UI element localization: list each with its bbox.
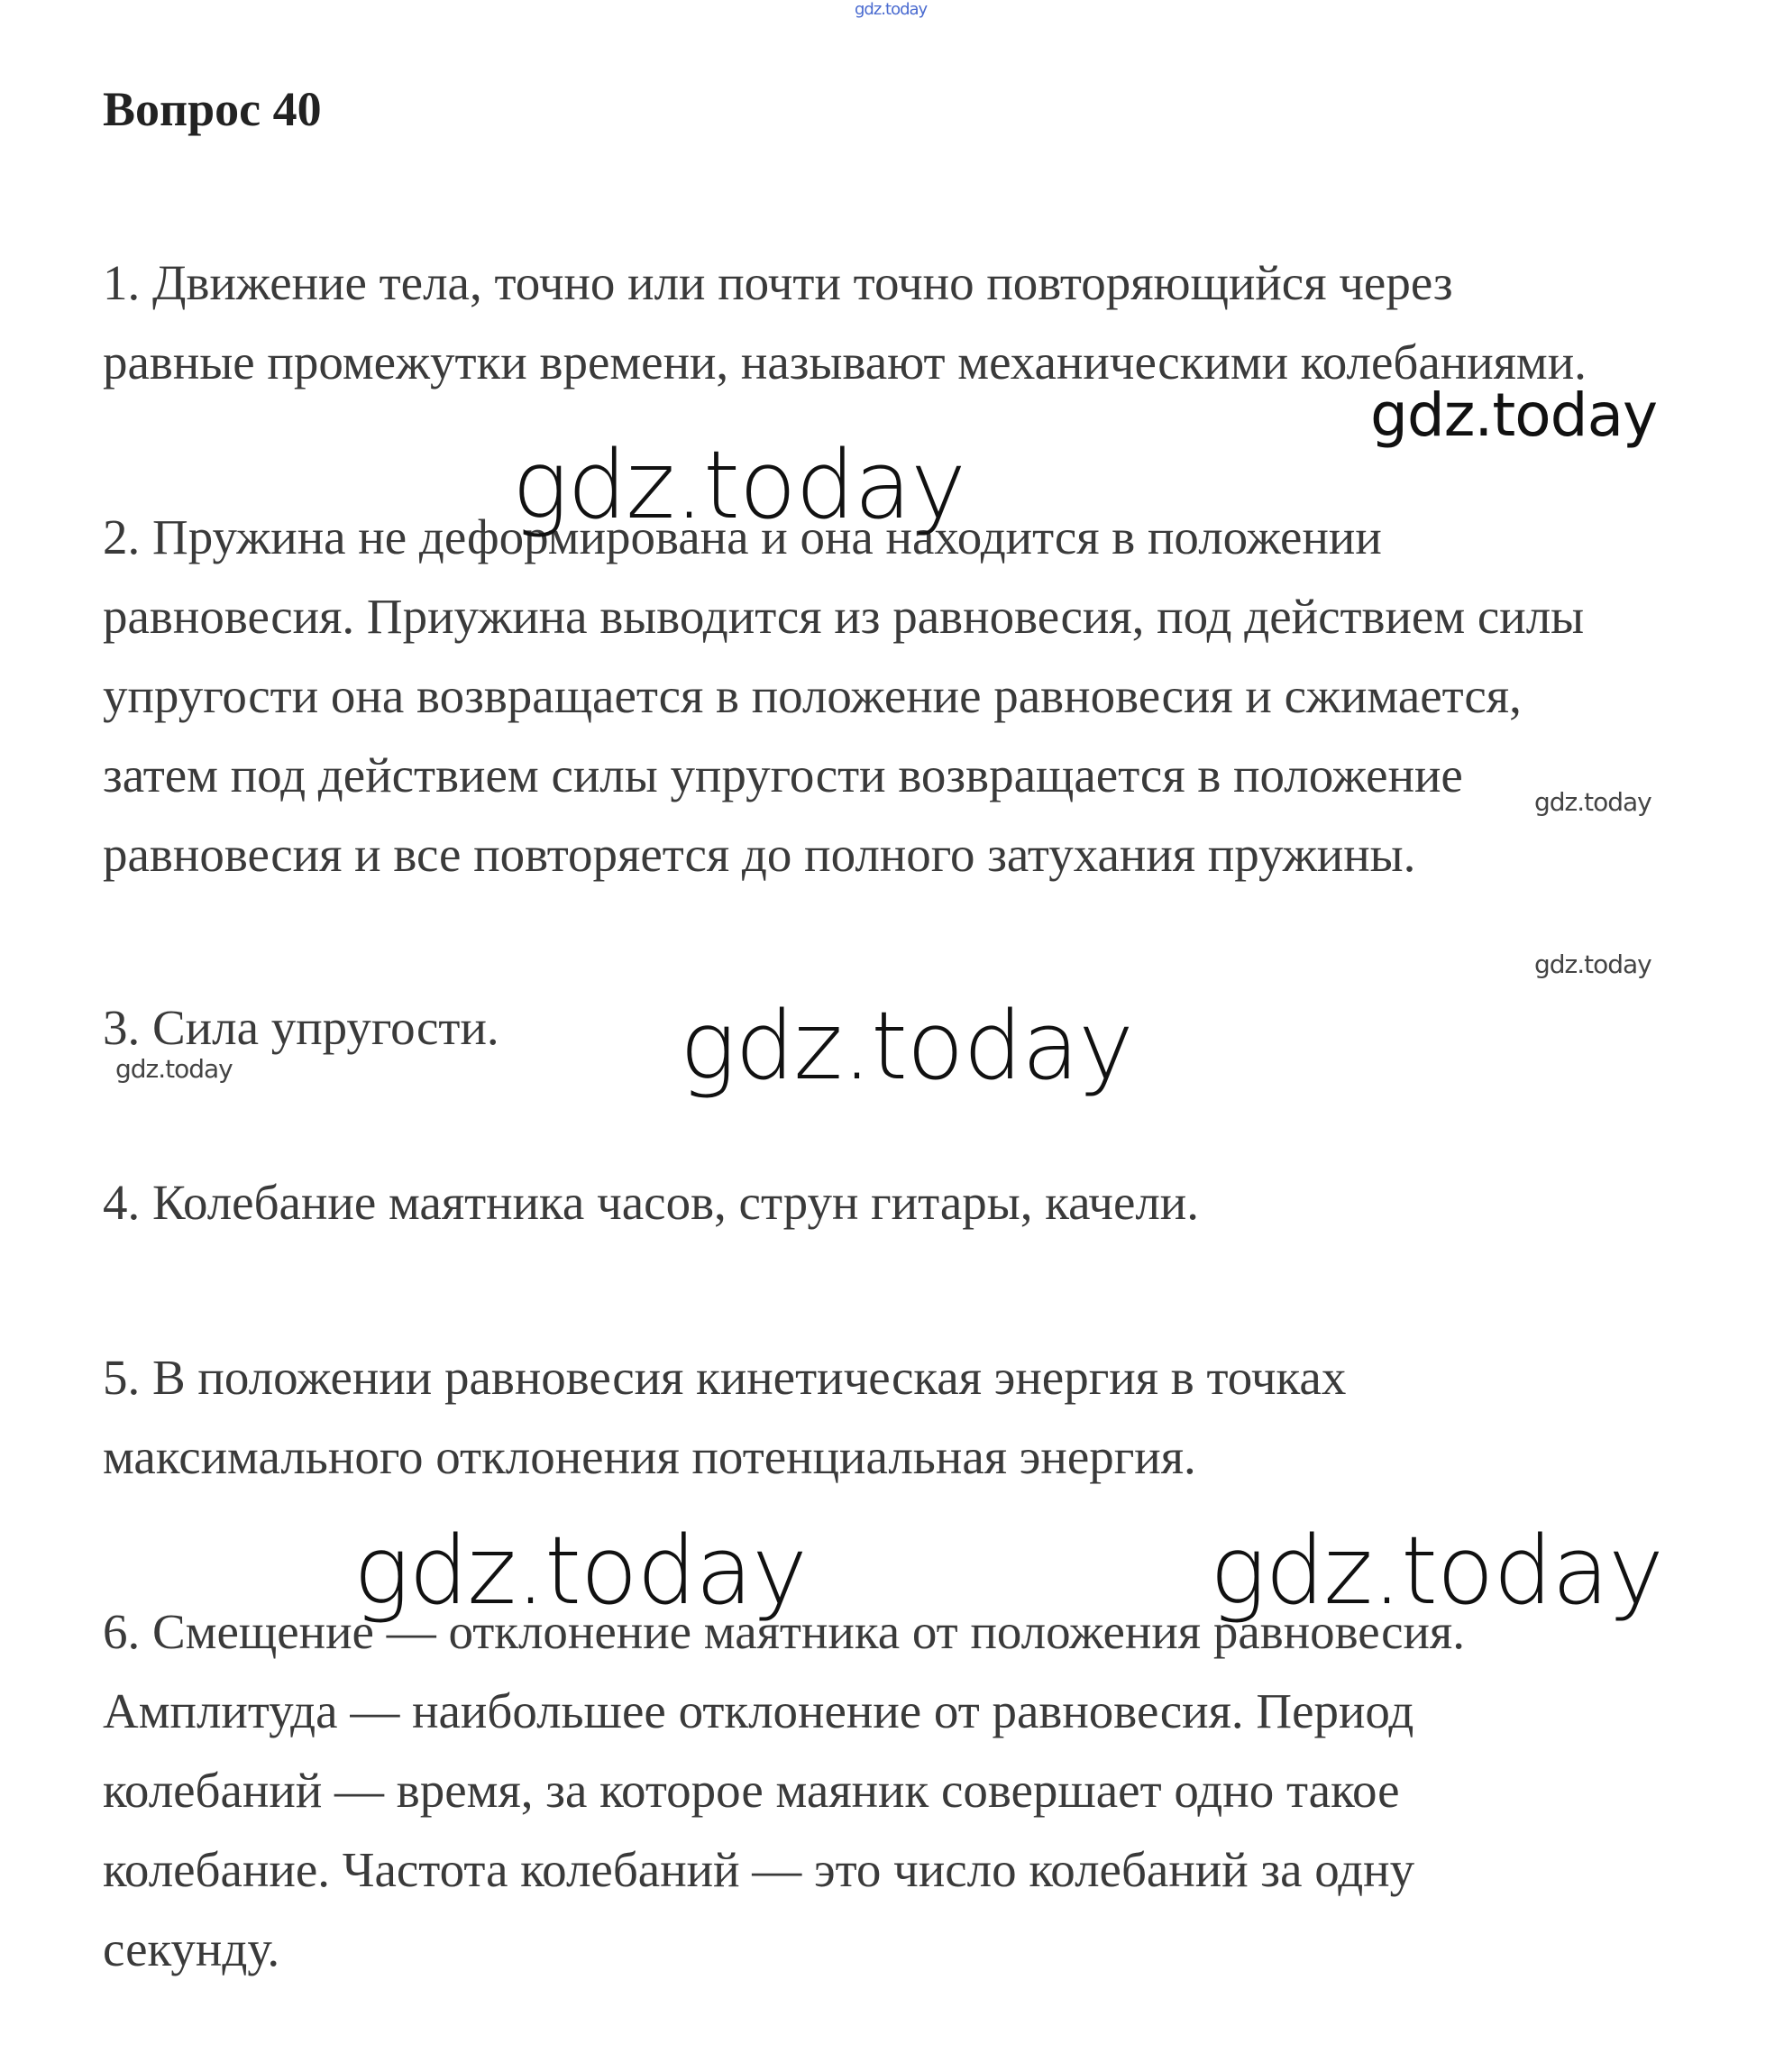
watermark-top: gdz.today xyxy=(855,0,928,19)
answer-6 xyxy=(103,1592,1716,1989)
answer-1-line-2: равные промежутки времени, называют механическими колебаниями. xyxy=(103,335,1587,390)
answer-5-line-1: 5. В положении равновесия кинетическая энергия в точках xyxy=(103,1350,1347,1405)
watermark: gdz.today xyxy=(680,991,1133,1101)
answer-6-line-4: колебание. Частота колебаний — это число колебаний за одну xyxy=(103,1842,1415,1897)
watermark: gdz.today xyxy=(353,1516,807,1626)
answer-4 xyxy=(103,1163,1716,1242)
watermark: gdz.today xyxy=(115,1054,233,1084)
answer-5 xyxy=(103,1338,1716,1497)
watermark: gdz.today xyxy=(1370,380,1658,450)
answer-6-line-2: Амплитуда — наибольшее отклонение от равновесия. Период xyxy=(103,1683,1414,1738)
watermark: gdz.today xyxy=(1210,1516,1663,1626)
answer-6-line-5: секунду. xyxy=(103,1921,280,1976)
answer-2-line-1: 2. Пружина не деформирована и она находится в положении xyxy=(103,509,1382,564)
answer-1 xyxy=(103,243,1716,402)
answer-6-line-3: колебаний — время, за которое маяник совершает одно такое xyxy=(103,1763,1400,1818)
answer-6-line-1: 6. Смещение — отклонение маятника от положения равновесия. xyxy=(103,1604,1465,1659)
watermark: gdz.today xyxy=(1534,787,1651,817)
watermark: gdz.today xyxy=(512,430,965,540)
answer-5-line-2: максимального отклонения потенциальная энергия. xyxy=(103,1429,1196,1484)
watermark: gdz.today xyxy=(1534,949,1651,979)
answer-2-line-2: равновесия. Приужина выводится из равновесия, под действием силы xyxy=(103,589,1585,644)
answer-2-line-5: равновесия и все повторяется до полного затухания пружины. xyxy=(103,827,1416,882)
answer-4-line-1: 4. Колебание маятника часов, струн гитары, качели. xyxy=(103,1175,1199,1230)
answer-3-line-1: 3. Сила упругости. xyxy=(103,1000,499,1055)
answer-2-line-3: упругости она возвращается в положение равновесия и сжимается, xyxy=(103,668,1522,723)
answer-2 xyxy=(103,498,1716,894)
answer-2-line-4: затем под действием силы упругости возвращается в положение xyxy=(103,747,1463,802)
question-title: Вопрос 40 xyxy=(103,82,322,136)
answer-1-line-1: 1. Движение тела, точно или почти точно повторяющийся через xyxy=(103,255,1453,310)
